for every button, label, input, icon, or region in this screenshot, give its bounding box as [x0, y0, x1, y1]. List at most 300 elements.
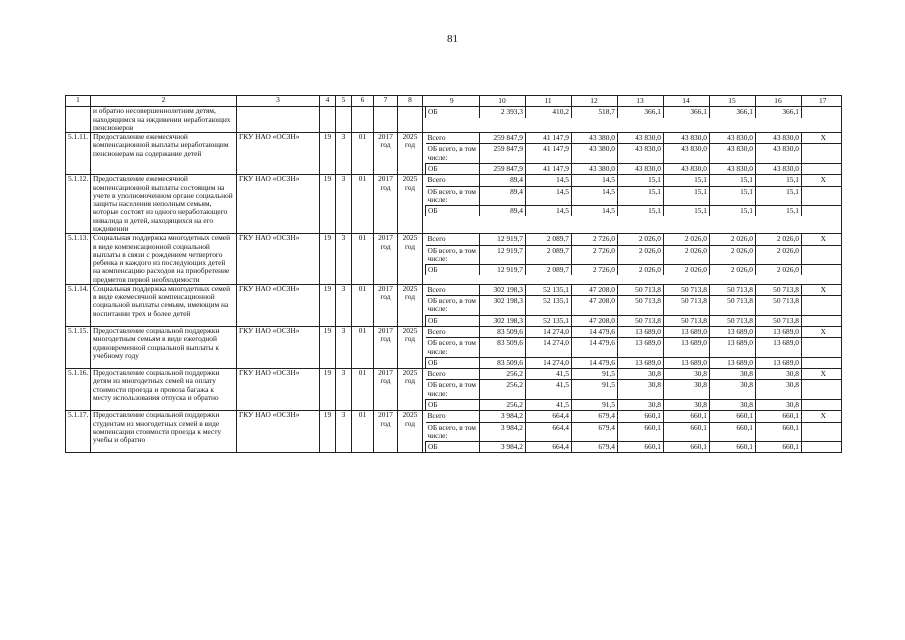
amount-cell: 14,5: [526, 175, 572, 186]
empty-cell: [802, 206, 842, 217]
funding-source: Всего: [427, 369, 446, 379]
amount-cell: 2 089,7: [526, 265, 572, 276]
amount-cell: 89,4: [480, 175, 526, 186]
amount-cell: 83 509,6: [480, 327, 526, 338]
amount-cell: 89,4: [480, 186, 526, 206]
program-item-row: [66, 234, 842, 285]
amount-cell: 259 847,9: [480, 133, 526, 144]
start-year: 2017 год: [374, 284, 398, 326]
funding-source: ОБ всего, в том числе:: [426, 380, 480, 400]
amount-cell: 2 026,0: [664, 265, 710, 276]
mark-cell: X: [802, 133, 842, 144]
responsible-org: ГКУ НАО «ОСЗН»: [237, 327, 320, 369]
finance-cell: [423, 234, 842, 285]
responsible-org: ГКУ НАО «ОСЗН»: [237, 369, 320, 411]
amount-cell: 30,8: [618, 369, 664, 380]
code-cell: 3: [336, 234, 352, 285]
amount-cell: 50 713,8: [664, 296, 710, 316]
amount-cell: 13 689,0: [710, 357, 756, 368]
amount-cell: 30,8: [756, 369, 802, 380]
finance-row: [426, 400, 842, 411]
code-cell: 3: [336, 411, 352, 453]
item-description: Предоставление социальной поддержки студентам из многодетных семей в виде компенсации стоимости проезда к месту учебы и обратно: [91, 411, 237, 453]
amount-cell: 50 713,8: [664, 285, 710, 296]
amount-cell: 2 726,0: [572, 234, 618, 245]
amount-cell: 3 984,2: [480, 411, 526, 422]
header-cell: 11: [525, 96, 571, 106]
responsible-org: ГКУ НАО «ОСЗН»: [237, 411, 320, 453]
amount-cell: 660,1: [664, 422, 710, 442]
end-year: 2025 год: [398, 175, 423, 234]
amount-cell: 12 919,7: [480, 245, 526, 265]
amount-cell: 15,1: [710, 206, 756, 217]
program-item-row: [66, 284, 842, 326]
funding-source: Всего: [427, 411, 446, 421]
amount-cell: 2 026,0: [710, 265, 756, 276]
amount-cell: 15,1: [618, 186, 664, 206]
amount-cell: 30,8: [756, 400, 802, 411]
amount-cell: 43 830,0: [756, 133, 802, 144]
amount-cell: 43 830,0: [710, 144, 756, 164]
empty-cell: [802, 163, 842, 174]
amount-cell: 660,1: [710, 411, 756, 422]
continuation-row: [66, 107, 842, 133]
amount-cell: 50 713,8: [710, 315, 756, 326]
empty-cell: [802, 144, 842, 164]
amount-cell: 43 380,0: [572, 144, 618, 164]
budget-table: [65, 95, 842, 453]
code-cell: 3: [336, 369, 352, 411]
amount-cell: 50 713,8: [618, 285, 664, 296]
finance-row: [426, 357, 842, 368]
empty-cell: [802, 186, 842, 206]
end-year: 2025 год: [398, 327, 423, 369]
funding-source: ОБ всего, в том числе:: [426, 144, 480, 164]
end-year: 2025 год: [398, 284, 423, 326]
code-cell: 3: [336, 175, 352, 234]
amount-cell: 660,1: [756, 442, 802, 453]
amount-cell: 41,5: [526, 380, 572, 400]
amount-cell: 41 147,9: [526, 133, 572, 144]
start-year: 2017 год: [374, 175, 398, 234]
amount-cell: 14 274,0: [526, 338, 572, 358]
program-item-row: [66, 327, 842, 369]
empty-cell: [802, 338, 842, 358]
amount-cell: 13 689,0: [618, 338, 664, 358]
amount-cell: 43 830,0: [618, 144, 664, 164]
amount-cell: 13 689,0: [618, 327, 664, 338]
header-cell: 6: [352, 96, 374, 107]
amount-cell: 47 208,0: [572, 315, 618, 326]
item-number: 5.1.13.: [66, 234, 91, 285]
amount-cell: 366,1: [756, 107, 802, 117]
amount-cell: 256,2: [480, 400, 526, 411]
responsible-org: ГКУ НАО «ОСЗН»: [237, 284, 320, 326]
item-description: и обратно несовершеннолетним детям, находящимся на иждивении неработающих пенсионеров: [91, 107, 237, 133]
empty-cell: [802, 245, 842, 265]
amount-cell: 2 026,0: [710, 245, 756, 265]
item-description: Предоставление ежемесячной компенсационной выплаты неработающим пенсионерам на содержание детей: [91, 133, 237, 175]
code-cell: 01: [352, 133, 374, 175]
amount-cell: 2 026,0: [664, 234, 710, 245]
finance-row: [426, 245, 842, 265]
amount-cell: 43 830,0: [710, 163, 756, 174]
empty-cell: [802, 296, 842, 316]
header-cell: 1: [66, 96, 91, 107]
item-description: Социальная поддержка многодетных семей в виде компенсационной социальной выплаты в связи с рождением четвертого ребенка и каждого из последующих детей на компенсацию расходов на приобретение предметов первой необходимости: [91, 234, 237, 285]
code-cell: 19: [320, 327, 336, 369]
item-description: Предоставление социальной поддержки детям из многодетных семей на оплату стоимости проезда и провоза багажа к месту использования отпуска и обратно: [91, 369, 237, 411]
amount-cell: 30,8: [664, 369, 710, 380]
amount-cell: 2 726,0: [572, 265, 618, 276]
code-cell: 01: [352, 327, 374, 369]
header-cell: 12: [571, 96, 617, 106]
start-year: 2017 год: [374, 327, 398, 369]
amount-cell: 410,2: [526, 107, 572, 117]
item-number: 5.1.15.: [66, 327, 91, 369]
code-cell: 19: [320, 284, 336, 326]
amount-cell: 50 713,8: [710, 285, 756, 296]
header-cell: 15: [709, 96, 755, 106]
amount-cell: 2 026,0: [756, 245, 802, 265]
finance-cell: [423, 327, 842, 369]
empty-cell: [802, 422, 842, 442]
amount-cell: 13 689,0: [756, 338, 802, 358]
amount-cell: 13 689,0: [664, 338, 710, 358]
amount-cell: 2 026,0: [664, 245, 710, 265]
mark-cell: X: [802, 175, 842, 186]
amount-cell: 52 135,1: [526, 315, 572, 326]
amount-cell: 660,1: [756, 422, 802, 442]
amount-cell: 14 479,6: [572, 357, 618, 368]
code-cell: 01: [352, 175, 374, 234]
header-finance-cell: [423, 96, 842, 107]
responsible-org: ГКУ НАО «ОСЗН»: [237, 175, 320, 234]
item-number: 5.1.14.: [66, 284, 91, 326]
amount-cell: 13 689,0: [618, 357, 664, 368]
finance-row: [426, 206, 842, 217]
amount-cell: 30,8: [710, 380, 756, 400]
amount-cell: 302 198,3: [480, 315, 526, 326]
amount-cell: 50 713,8: [756, 315, 802, 326]
amount-cell: 13 689,0: [710, 338, 756, 358]
funding-source: ОБ всего, в том числе:: [426, 338, 480, 358]
funding-source: Всего: [427, 133, 446, 143]
amount-cell: 2 026,0: [618, 234, 664, 245]
code-cell: 3: [336, 284, 352, 326]
header-cell: 17: [801, 96, 842, 106]
amount-cell: 89,4: [480, 206, 526, 217]
start-year: 2017 год: [374, 234, 398, 285]
funding-source: ОБ: [426, 107, 480, 117]
amount-cell: 41 147,9: [526, 144, 572, 164]
amount-cell: 50 713,8: [618, 296, 664, 316]
finance-cell: [423, 107, 842, 133]
responsible-org: ГКУ НАО «ОСЗН»: [237, 234, 320, 285]
funding-source: ОБ: [426, 265, 480, 276]
program-item-row: [66, 133, 842, 175]
finance-cell: [423, 369, 842, 411]
empty-cell: [802, 400, 842, 411]
amount-cell: 43 830,0: [664, 133, 710, 144]
amount-cell: 259 847,9: [480, 163, 526, 174]
code-cell: 19: [320, 234, 336, 285]
amount-cell: 91,5: [572, 400, 618, 411]
finance-row: [426, 411, 842, 422]
amount-cell: 15,1: [618, 175, 664, 186]
amount-cell: 14,5: [572, 206, 618, 217]
code-cell: 19: [320, 175, 336, 234]
funding-source: ОБ всего, в том числе:: [426, 422, 480, 442]
finance-row: [426, 296, 842, 316]
finance-row: [426, 107, 842, 117]
amount-cell: 13 689,0: [710, 327, 756, 338]
amount-cell: 679,4: [572, 422, 618, 442]
amount-cell: 47 208,0: [572, 296, 618, 316]
funding-source: ОБ: [426, 400, 480, 411]
amount-cell: 30,8: [710, 369, 756, 380]
finance-row: [426, 380, 842, 400]
amount-cell: 2 026,0: [756, 234, 802, 245]
item-number: 5.1.11.: [66, 133, 91, 175]
mark-cell: X: [802, 369, 842, 380]
amount-cell: 83 509,6: [480, 357, 526, 368]
amount-cell: 41 147,9: [526, 163, 572, 174]
finance-row: [426, 265, 842, 276]
header-cell: 13: [617, 96, 663, 106]
amount-cell: 366,1: [664, 107, 710, 117]
finance-row: [426, 234, 842, 245]
amount-cell: 15,1: [756, 186, 802, 206]
amount-cell: 259 847,9: [480, 144, 526, 164]
header-cell: 16: [755, 96, 801, 106]
amount-cell: 30,8: [710, 400, 756, 411]
code-cell: 01: [352, 369, 374, 411]
amount-cell: 15,1: [664, 186, 710, 206]
amount-cell: 664,4: [526, 442, 572, 453]
responsible-org: ГКУ НАО «ОСЗН»: [237, 133, 320, 175]
finance-row: [426, 422, 842, 442]
item-description: Предоставление ежемесячной компенсационной выплаты состоящим на учете в уполномоченном органе социальной защиты населения неполным семьям, которые состоят из одного неработающего инвалида и детей, находящихся на его иждивении: [91, 175, 237, 234]
header-cell: 7: [374, 96, 398, 107]
amount-cell: 664,4: [526, 422, 572, 442]
amount-cell: 12 919,7: [480, 234, 526, 245]
item-number: 5.1.16.: [66, 369, 91, 411]
amount-cell: 14 479,6: [572, 338, 618, 358]
empty-cell: [802, 265, 842, 276]
finance-row: [426, 163, 842, 174]
code-cell: 19: [320, 411, 336, 453]
funding-source: ОБ всего, в том числе:: [426, 245, 480, 265]
amount-cell: 43 830,0: [756, 144, 802, 164]
amount-cell: 660,1: [710, 442, 756, 453]
empty-cell: [802, 315, 842, 326]
code-cell: 3: [336, 133, 352, 175]
amount-cell: 30,8: [618, 400, 664, 411]
header-cell: 14: [663, 96, 709, 106]
amount-cell: 50 713,8: [710, 296, 756, 316]
finance-row: [426, 133, 842, 144]
amount-cell: 15,1: [756, 206, 802, 217]
item-number: 5.1.12.: [66, 175, 91, 234]
amount-cell: 2 026,0: [756, 265, 802, 276]
amount-cell: 50 713,8: [756, 296, 802, 316]
funding-source: ОБ: [426, 206, 480, 217]
amount-cell: 13 689,0: [664, 357, 710, 368]
funding-source: ОБ: [426, 163, 480, 174]
mark-cell: X: [802, 327, 842, 338]
amount-cell: 30,8: [756, 380, 802, 400]
amount-cell: 2 393,3: [480, 107, 526, 117]
amount-cell: 41,5: [526, 400, 572, 411]
program-item-row: [66, 411, 842, 453]
amount-cell: 14,5: [526, 206, 572, 217]
finance-cell: [423, 133, 842, 175]
amount-cell: 52 135,1: [526, 296, 572, 316]
amount-cell: 30,8: [664, 380, 710, 400]
amount-cell: 14 479,6: [572, 327, 618, 338]
amount-cell: 660,1: [618, 422, 664, 442]
amount-cell: 15,1: [710, 175, 756, 186]
amount-cell: 43 830,0: [756, 163, 802, 174]
mark-cell: X: [802, 285, 842, 296]
code-cell: 3: [336, 327, 352, 369]
amount-cell: 2 026,0: [618, 265, 664, 276]
amount-cell: 50 713,8: [756, 285, 802, 296]
amount-cell: 366,1: [710, 107, 756, 117]
finance-cell: [423, 175, 842, 234]
program-item-row: [66, 175, 842, 234]
amount-cell: 256,2: [480, 380, 526, 400]
amount-cell: 256,2: [480, 369, 526, 380]
amount-cell: 2 026,0: [710, 234, 756, 245]
end-year: 2025 год: [398, 234, 423, 285]
amount-cell: 660,1: [756, 411, 802, 422]
header-cell: 3: [237, 96, 320, 107]
item-description: Предоставление социальной поддержки многодетным семьям в виде ежегодной единовременной социальной выплаты к учебному году: [91, 327, 237, 369]
empty-cell: [802, 357, 842, 368]
amount-cell: 43 380,0: [572, 163, 618, 174]
amount-cell: 679,4: [572, 411, 618, 422]
amount-cell: 14,5: [572, 186, 618, 206]
amount-cell: 302 198,3: [480, 296, 526, 316]
mark-cell: X: [802, 411, 842, 422]
code-cell: 01: [352, 411, 374, 453]
amount-cell: 13 689,0: [756, 327, 802, 338]
amount-cell: 14 274,0: [526, 357, 572, 368]
funding-source: ОБ: [426, 315, 480, 326]
amount-cell: 366,1: [618, 107, 664, 117]
amount-cell: 12 919,7: [480, 265, 526, 276]
header-cell: 8: [398, 96, 423, 107]
amount-cell: 660,1: [664, 442, 710, 453]
amount-cell: 43 380,0: [572, 133, 618, 144]
funding-source: ОБ всего, в том числе:: [426, 296, 480, 316]
amount-cell: 2 089,7: [526, 234, 572, 245]
amount-cell: 2 026,0: [618, 245, 664, 265]
program-item-row: [66, 369, 842, 411]
end-year: 2025 год: [398, 369, 423, 411]
funding-source: ОБ: [426, 357, 480, 368]
amount-cell: 3 984,2: [480, 442, 526, 453]
finance-row: [426, 369, 842, 380]
code-cell: 01: [352, 284, 374, 326]
amount-cell: 2 726,0: [572, 245, 618, 265]
code-cell: 19: [320, 369, 336, 411]
end-year: 2025 год: [398, 133, 423, 175]
header-cell: 9: [449, 96, 454, 105]
amount-cell: 13 689,0: [756, 357, 802, 368]
amount-cell: 83 509,6: [480, 338, 526, 358]
amount-cell: 302 198,3: [480, 285, 526, 296]
amount-cell: 52 135,1: [526, 285, 572, 296]
amount-cell: 91,5: [572, 380, 618, 400]
finance-row: [426, 338, 842, 358]
start-year: 2017 год: [374, 133, 398, 175]
amount-cell: 15,1: [664, 206, 710, 217]
amount-cell: 660,1: [618, 411, 664, 422]
amount-cell: 664,4: [526, 411, 572, 422]
finance-cell: [423, 411, 842, 453]
mark-cell: X: [802, 234, 842, 245]
amount-cell: 14,5: [572, 175, 618, 186]
amount-cell: 2 089,7: [526, 245, 572, 265]
amount-cell: 43 830,0: [618, 163, 664, 174]
amount-cell: 15,1: [756, 175, 802, 186]
amount-cell: 30,8: [618, 380, 664, 400]
amount-cell: 15,1: [664, 175, 710, 186]
amount-cell: 14,5: [526, 186, 572, 206]
code-cell: 19: [320, 133, 336, 175]
finance-row: [426, 327, 842, 338]
amount-cell: 47 208,0: [572, 285, 618, 296]
amount-cell: 660,1: [664, 411, 710, 422]
amount-cell: 50 713,8: [618, 315, 664, 326]
finance-row: [426, 175, 842, 186]
empty-cell: [802, 107, 842, 117]
amount-cell: 41,5: [526, 369, 572, 380]
funding-source: Всего: [427, 234, 446, 244]
empty-cell: [66, 107, 91, 133]
funding-source: Всего: [427, 175, 446, 185]
page-number: 81: [447, 33, 458, 45]
amount-cell: 13 689,0: [664, 327, 710, 338]
item-number: 5.1.17.: [66, 411, 91, 453]
item-description: Социальная поддержка многодетных семей в виде ежемесячной компенсационной социальной выплаты семьям, имеющим на воспитании трех и более детей: [91, 284, 237, 326]
amount-cell: 660,1: [618, 442, 664, 453]
amount-cell: 3 984,2: [480, 422, 526, 442]
header-row: [66, 96, 842, 107]
funding-source: ОБ: [426, 442, 480, 453]
amount-cell: 50 713,8: [664, 315, 710, 326]
empty-cell: [802, 380, 842, 400]
header-cell: 2: [91, 96, 237, 107]
finance-row: [426, 442, 842, 453]
amount-cell: 30,8: [664, 400, 710, 411]
funding-source: Всего: [427, 284, 446, 294]
amount-cell: 43 830,0: [664, 163, 710, 174]
amount-cell: 660,1: [710, 422, 756, 442]
amount-cell: 518,7: [572, 107, 618, 117]
amount-cell: 91,5: [572, 369, 618, 380]
amount-cell: 43 830,0: [664, 144, 710, 164]
amount-cell: 14 274,0: [526, 327, 572, 338]
header-cell: 4: [320, 96, 336, 107]
finance-row: [426, 315, 842, 326]
finance-row: [426, 285, 842, 296]
amount-cell: 15,1: [618, 206, 664, 217]
end-year: 2025 год: [398, 411, 423, 453]
